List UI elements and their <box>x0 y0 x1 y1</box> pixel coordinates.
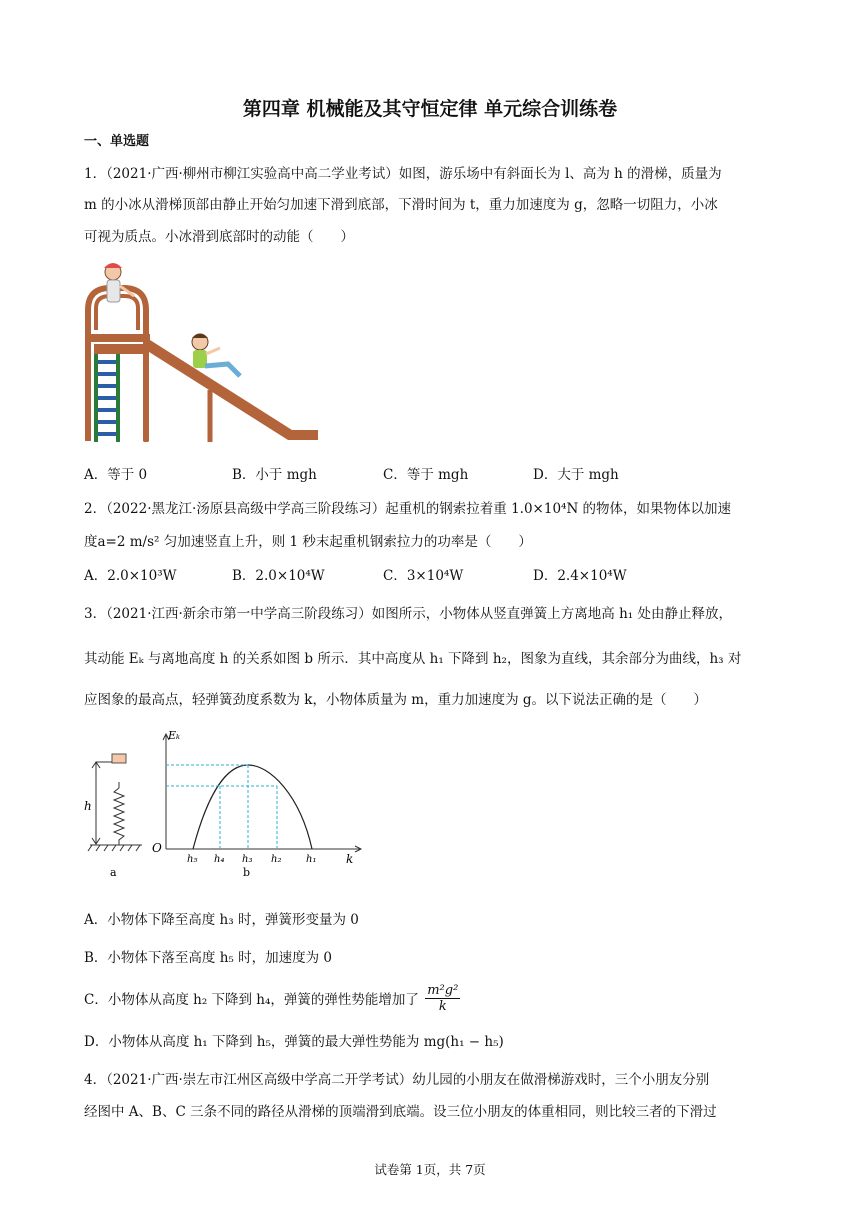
graph-y-axis-label: Eₖ <box>168 729 181 742</box>
q2-option-d: D．2.4×10⁴W <box>533 568 627 584</box>
q1-option-d: D．大于 mgh <box>533 467 619 483</box>
q1-option-c: C．等于 mgh <box>383 467 469 483</box>
tick-h5: h₅ <box>187 854 198 865</box>
q3-text-line2: 其动能 Eₖ 与离地高度 h 的关系如图 b 所示．其中高度从 h₁ 下降到 h₂，图象为直线，其余部分为曲线，h₃ 对 <box>84 651 742 667</box>
q3-text-line3: 应图象的最高点，轻弹簧劲度系数为 k，小物体质量为 m，重力加速度为 g。以下说法正确的是（ ） <box>84 692 707 708</box>
q4-text-line2: 经图中 A、B、C 三条不同的路径从滑梯的顶端滑到底端。设三位小朋友的体重相同，则比较三者的下滑过 <box>84 1104 717 1120</box>
q1-option-b: B．小于 mgh <box>232 467 317 483</box>
q1-text-line3: 可视为质点。小冰滑到底部时的动能（ ） <box>84 229 354 245</box>
tick-h3: h₃ <box>242 854 253 865</box>
q3-option-b: B．小物体下落至高度 h₅ 时，加速度为 0 <box>84 950 332 966</box>
q1-option-a: A．等于 0 <box>84 467 148 483</box>
graph-origin-label: O <box>152 841 162 855</box>
q2-text-line1: 2．（2022·黑龙江·汤原县高级中学高三阶段练习）起重机的钢索拉着重 1.0×10⁴N 的物体，如果物体以加速 <box>84 501 732 517</box>
q3-option-c-fraction <box>425 983 460 1014</box>
slide-illustration <box>80 258 320 444</box>
tick-h2: h₂ <box>271 854 282 865</box>
fraction-denominator: k <box>438 999 447 1014</box>
spring-h-label: h <box>84 799 92 813</box>
page-title: 第四章 机械能及其守恒定律 单元综合训练卷 <box>242 98 618 120</box>
q3-text-line1: 3．（2021·江西·新余市第一中学高三阶段练习）如图所示，小物体从竖直弹簧上方离地高 h₁ 处由静止释放， <box>84 606 732 622</box>
spring-figure <box>82 748 152 878</box>
q1-text-line2: m 的小冰从滑梯顶部由静止开始匀加速下滑到底部，下滑时间为 t，重力加速度为 g，忽略一切阻力，小冰 <box>84 197 718 213</box>
figure-b-label: b <box>243 866 251 879</box>
figure-a-label: a <box>110 866 117 879</box>
q1-text-line1: 1．（2021·广西·柳州市柳江实验高中高二学业考试）如图，游乐场中有斜面长为 l、高为 h 的滑梯，质量为 <box>84 166 722 182</box>
q2-option-b: B．2.0×10⁴W <box>232 568 325 584</box>
fraction-numerator: m²g² <box>427 983 459 998</box>
ek-h-graph <box>150 725 370 880</box>
q2-option-a: A．2.0×10³W <box>84 568 177 584</box>
q4-text-line1: 4．（2021·广西·崇左市江州区高级中学高二开学考试）幼儿园的小朋友在做滑梯游戏时，三个小朋友分别 <box>84 1072 710 1088</box>
graph-x-axis-label: k <box>346 852 354 866</box>
q3-option-c-text: C．小物体从高度 h₂ 下降到 h₄，弹簧的弹性势能增加了 <box>84 992 419 1008</box>
q3-option-a: A．小物体下降至高度 h₃ 时，弹簧形变量为 0 <box>84 912 359 928</box>
q3-option-d: D．小物体从高度 h₁ 下降到 h₅，弹簧的最大弹性势能为 mg(h₁ − h₅) <box>84 1034 504 1050</box>
tick-h4: h₄ <box>214 854 225 865</box>
page-footer: 试卷第 1页，共 7页 <box>374 1162 486 1177</box>
section-title: 一、单选题 <box>84 134 150 149</box>
q2-option-c: C．3×10⁴W <box>383 568 464 584</box>
q2-text-line2: 度a=2 m/s² 匀加速竖直上升，则 1 秒末起重机钢索拉力的功率是（ ） <box>84 534 532 550</box>
q3-option-c <box>84 985 460 1016</box>
tick-h1: h₁ <box>306 854 317 865</box>
